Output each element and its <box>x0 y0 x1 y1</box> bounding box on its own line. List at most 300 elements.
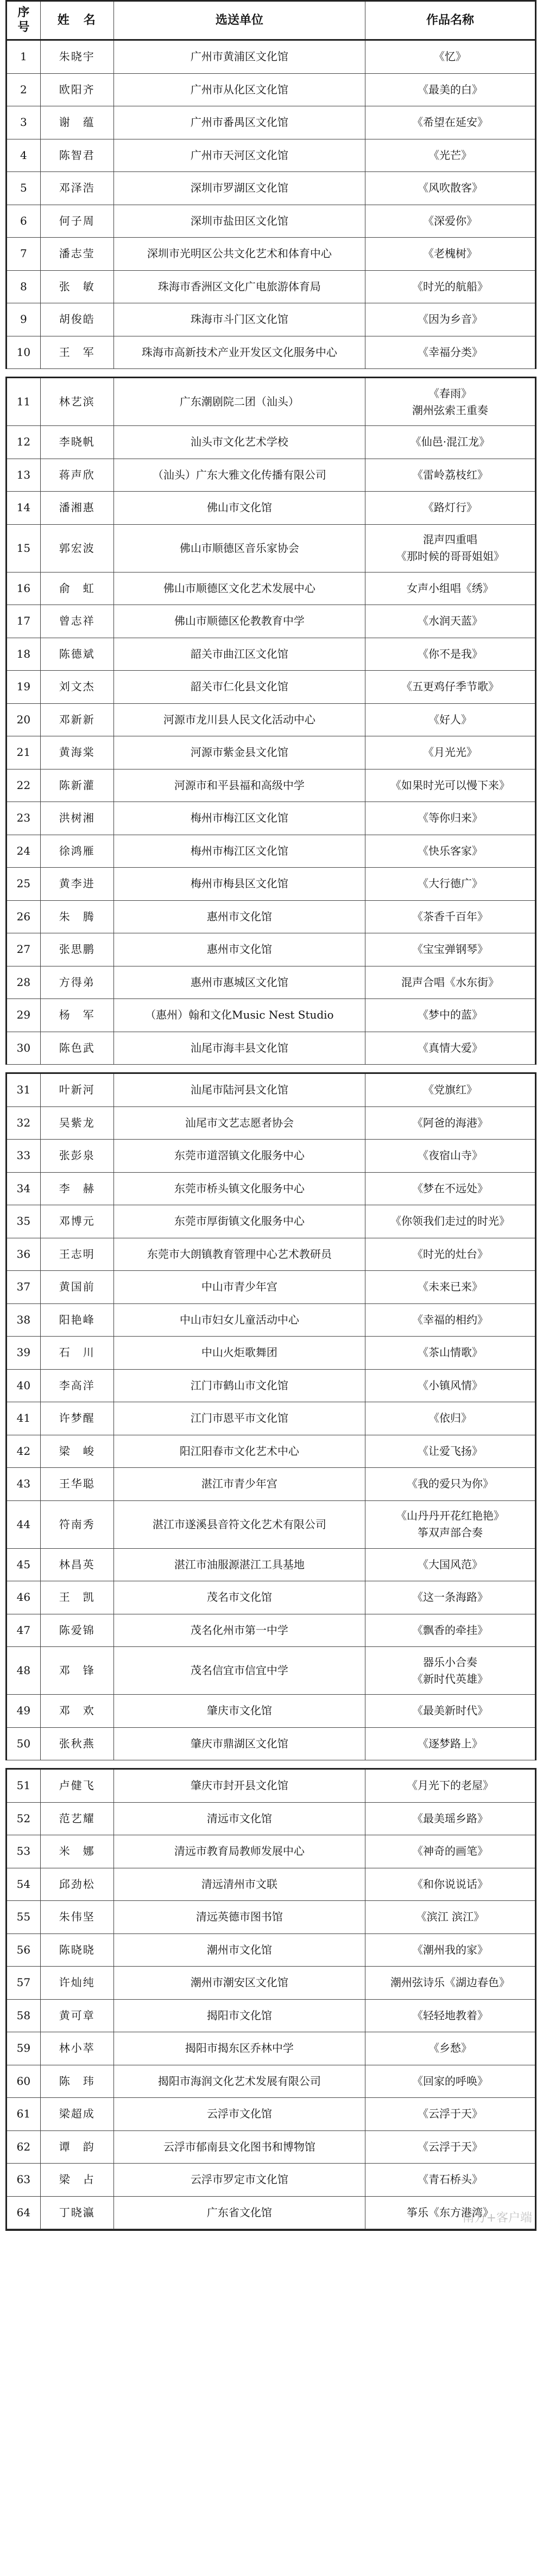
row-name: 叶新河 <box>41 1074 114 1106</box>
row-work <box>365 139 535 172</box>
row-name: 邓新新 <box>41 704 114 736</box>
row-unit: 云浮市文化馆 <box>114 2098 365 2130</box>
row-name: 范艺耀 <box>41 1803 114 1835</box>
row-unit: 珠海市斗门区文化馆 <box>114 303 365 336</box>
row-number: 25 <box>7 868 41 900</box>
row-unit: 深圳市罗湖区文化馆 <box>114 172 365 205</box>
row-work <box>365 769 535 802</box>
row-work-line: 《你领我们走过的时光》 <box>390 1214 510 1228</box>
row-work <box>365 638 535 671</box>
row-work <box>365 1934 535 1967</box>
row-name: 王 军 <box>41 336 114 369</box>
row-number: 51 <box>7 1770 41 1802</box>
table-row <box>7 1549 535 1582</box>
row-work-line: 《茶山情歌》 <box>417 1346 483 1359</box>
row-number: 62 <box>7 2131 41 2164</box>
row-unit: 肇庆市文化馆 <box>114 1695 365 1727</box>
row-unit: 河源市龙川县人民文化活动中心 <box>114 704 365 736</box>
row-name: 曾志祥 <box>41 605 114 638</box>
row-number: 4 <box>7 139 41 172</box>
row-number: 9 <box>7 303 41 336</box>
row-work <box>365 605 535 638</box>
row-number: 28 <box>7 966 41 999</box>
row-name: 邓泽浩 <box>41 172 114 205</box>
row-number: 56 <box>7 1934 41 1967</box>
row-work <box>365 2032 535 2065</box>
table-row <box>7 573 535 606</box>
table-row <box>7 378 535 426</box>
row-work <box>365 1238 535 1271</box>
row-number: 22 <box>7 769 41 802</box>
table-row <box>7 933 535 966</box>
row-unit: 深圳市盐田区文化馆 <box>114 205 365 238</box>
row-unit: 中山火炬歌舞团 <box>114 1337 365 1369</box>
row-name: 许梦醒 <box>41 1402 114 1435</box>
row-work <box>365 1868 535 1901</box>
row-work-line: 《大国风范》 <box>417 1557 483 1571</box>
row-number: 33 <box>7 1140 41 1172</box>
row-number: 13 <box>7 459 41 492</box>
row-name: 陈色武 <box>41 1032 114 1065</box>
row-unit: 广州市天河区文化馆 <box>114 139 365 172</box>
row-work <box>365 933 535 966</box>
row-number: 16 <box>7 573 41 605</box>
row-name: 符南秀 <box>41 1501 114 1548</box>
row-work-line: 《最美新时代》 <box>412 1704 488 1718</box>
table-row <box>7 671 535 704</box>
row-name: 张 敏 <box>41 271 114 303</box>
row-work-line: 《依归》 <box>428 1411 472 1425</box>
row-name: 方得弟 <box>41 966 114 999</box>
row-work-line: 《小镇风情》 <box>417 1378 483 1392</box>
row-work-line: 《梦中的蓝》 <box>417 1008 483 1022</box>
row-number: 48 <box>7 1647 41 1694</box>
row-name: 何子周 <box>41 205 114 238</box>
table-row <box>7 1271 535 1304</box>
row-number: 27 <box>7 933 41 966</box>
row-number: 58 <box>7 2000 41 2032</box>
row-number: 30 <box>7 1032 41 1065</box>
table-row <box>7 1934 535 1967</box>
row-work <box>365 999 535 1032</box>
table-row <box>7 638 535 671</box>
row-work <box>365 492 535 524</box>
row-work-line: 《最美的白》 <box>417 82 483 96</box>
row-work <box>365 378 535 425</box>
row-name: 黄国前 <box>41 1271 114 1303</box>
row-work <box>365 1581 535 1614</box>
row-work <box>365 2164 535 2196</box>
table-row <box>7 139 535 173</box>
table-row <box>7 1868 535 1901</box>
row-work-line: 《党旗红》 <box>422 1083 477 1097</box>
header-name: 姓 名 <box>41 2 114 39</box>
row-work <box>365 802 535 835</box>
row-name: 黄可章 <box>41 2000 114 2032</box>
row-work <box>365 2000 535 2032</box>
row-name: 刘文杰 <box>41 671 114 703</box>
row-work-line: 《路灯行》 <box>422 501 477 514</box>
row-unit: 汕头市文化艺术学校 <box>114 426 365 459</box>
table-row <box>7 1032 535 1065</box>
row-name: 邱劲松 <box>41 1868 114 1901</box>
row-work <box>365 172 535 205</box>
row-unit: 云浮市郁南县文化图书和博物馆 <box>114 2131 365 2164</box>
row-name: 米 娜 <box>41 1835 114 1868</box>
results-table <box>5 0 536 2231</box>
row-unit: （汕头）广东大雅文化传播有限公司 <box>114 459 365 492</box>
row-work-line: 《梦在不远处》 <box>412 1181 488 1195</box>
row-work-line: 《月光下的老屋》 <box>406 1779 494 1792</box>
table-row <box>7 1501 535 1549</box>
row-work-line: 《老槐树》 <box>422 247 477 260</box>
row-number: 19 <box>7 671 41 703</box>
table-row <box>7 2000 535 2033</box>
row-unit: 汕尾市文艺志愿者协会 <box>114 1107 365 1140</box>
table-row <box>7 492 535 525</box>
row-work-line: 《幸福的相约》 <box>412 1313 488 1326</box>
table-row <box>7 1205 535 1238</box>
row-unit: 茂名市文化馆 <box>114 1581 365 1614</box>
row-name: 杨 军 <box>41 999 114 1032</box>
row-unit: 湛江市青少年宫 <box>114 1468 365 1500</box>
row-unit: 中山市青少年宫 <box>114 1271 365 1303</box>
row-work-line: 《大行德广》 <box>417 877 483 891</box>
row-number: 61 <box>7 2098 41 2130</box>
row-work-line: 《让爱飞扬》 <box>417 1444 483 1458</box>
row-unit: 佛山市文化馆 <box>114 492 365 524</box>
row-name: 梁超成 <box>41 2098 114 2130</box>
row-number: 50 <box>7 1728 41 1760</box>
row-unit: 汕尾市陆河县文化馆 <box>114 1074 365 1106</box>
row-work-line: 《光芒》 <box>428 148 472 162</box>
header-work: 作品名称 <box>426 13 474 27</box>
row-number: 18 <box>7 638 41 671</box>
row-name: 陈智君 <box>41 139 114 172</box>
row-work-line: 《宝宝弹钢琴》 <box>412 943 488 956</box>
row-work-line: 《我的爱只为你》 <box>406 1477 494 1491</box>
row-work-line: 《深爱你》 <box>422 214 477 227</box>
header-number-line2: 号 <box>17 20 30 34</box>
table-header-row <box>7 2 535 41</box>
row-work-line: 《希望在延安》 <box>412 116 488 129</box>
row-work-line: 《好人》 <box>428 713 472 726</box>
row-work-line: 《山丹丹开花红艳艳》 <box>395 1509 504 1522</box>
row-number: 26 <box>7 901 41 933</box>
table-row <box>7 802 535 835</box>
row-unit: 肇庆市鼎湖区文化馆 <box>114 1728 365 1760</box>
row-work-line: 《你不是我》 <box>417 647 483 660</box>
row-work-line: 潮州弦诗乐《湖边春色》 <box>390 1976 510 1989</box>
row-work-line: 《这一条海路》 <box>412 1591 488 1604</box>
row-work <box>365 336 535 369</box>
row-work-line: 混声四重唱 <box>422 533 477 546</box>
results-table-page <box>5 0 536 2231</box>
row-work-line: 《云浮于天》 <box>417 2140 483 2153</box>
row-name: 林小萃 <box>41 2032 114 2065</box>
row-number: 53 <box>7 1835 41 1868</box>
table-row <box>7 525 535 573</box>
row-name: 王志明 <box>41 1238 114 1271</box>
row-number: 37 <box>7 1271 41 1303</box>
table-row <box>7 1370 535 1403</box>
row-unit: 珠海市高新技术产业开发区文化服务中心 <box>114 336 365 369</box>
row-unit: 揭阳市文化馆 <box>114 2000 365 2032</box>
row-work-line: 《忆》 <box>433 50 466 63</box>
row-work-line: 《真情大爱》 <box>417 1041 483 1054</box>
row-unit: 江门市恩平市文化馆 <box>114 1402 365 1435</box>
row-work-line: 筝双声部合奏 <box>417 1526 483 1539</box>
row-number: 49 <box>7 1695 41 1727</box>
row-work <box>365 573 535 605</box>
table-row <box>7 1140 535 1173</box>
table-row <box>7 835 535 868</box>
row-name: 欧阳齐 <box>41 74 114 106</box>
row-unit: 清远市教育局教师发展中心 <box>114 1835 365 1868</box>
row-work <box>365 1468 535 1500</box>
row-number: 59 <box>7 2032 41 2065</box>
row-work <box>365 868 535 900</box>
table-row <box>7 106 535 139</box>
table-row <box>7 238 535 271</box>
table-row <box>7 41 535 74</box>
row-number: 12 <box>7 426 41 459</box>
row-unit: 韶关市曲江区文化馆 <box>114 638 365 671</box>
row-work <box>365 1032 535 1065</box>
row-name: 陈晓晓 <box>41 1934 114 1967</box>
row-work <box>365 1501 535 1548</box>
row-work <box>365 106 535 139</box>
table-row <box>7 1304 535 1337</box>
table-row <box>7 1967 535 2000</box>
row-unit: 河源市紫金县文化馆 <box>114 736 365 769</box>
table-row <box>7 769 535 803</box>
row-unit: 梅州市梅江区文化馆 <box>114 835 365 868</box>
table-row <box>7 426 535 459</box>
row-unit: 梅州市梅县区文化馆 <box>114 868 365 900</box>
row-name: 黄海棠 <box>41 736 114 769</box>
row-name: 张思鹏 <box>41 933 114 966</box>
row-work <box>365 459 535 492</box>
row-work <box>365 1803 535 1835</box>
row-work <box>365 966 535 999</box>
row-name: 邓博元 <box>41 1205 114 1238</box>
row-unit: 阳江阳春市文化艺术中心 <box>114 1435 365 1468</box>
row-number: 35 <box>7 1205 41 1238</box>
row-number: 54 <box>7 1868 41 1901</box>
row-unit: 河源市和平县福和高级中学 <box>114 769 365 802</box>
row-name: 谭 韵 <box>41 2131 114 2164</box>
row-number: 31 <box>7 1074 41 1106</box>
row-number: 47 <box>7 1614 41 1647</box>
row-work <box>365 1074 535 1106</box>
header-number <box>7 2 41 39</box>
row-name: 胡俊皓 <box>41 303 114 336</box>
row-work <box>365 1140 535 1172</box>
row-work <box>365 671 535 703</box>
row-number: 38 <box>7 1304 41 1337</box>
row-work <box>365 1205 535 1238</box>
row-number: 60 <box>7 2065 41 2098</box>
row-unit: 江门市鹤山市文化馆 <box>114 1370 365 1402</box>
row-name: 潘湘惠 <box>41 492 114 524</box>
row-work <box>365 1901 535 1933</box>
row-name: 丁晓瀛 <box>41 2197 114 2229</box>
row-unit: 广东省文化馆 <box>114 2197 365 2229</box>
row-number: 45 <box>7 1549 41 1581</box>
row-unit: 湛江市遂溪县音符文化艺术有限公司 <box>114 1501 365 1548</box>
row-work <box>365 736 535 769</box>
table-row <box>7 1614 535 1648</box>
row-name: 王 凯 <box>41 1581 114 1614</box>
row-name: 李高洋 <box>41 1370 114 1402</box>
row-unit: 广州市从化区文化馆 <box>114 74 365 106</box>
row-work <box>365 1695 535 1727</box>
row-work-line: 《雷岭荔枝红》 <box>412 468 488 481</box>
row-name: 王华聪 <box>41 1468 114 1500</box>
table-row <box>7 966 535 1000</box>
row-name: 许灿纯 <box>41 1967 114 1999</box>
row-work-line: 《如果时光可以慢下来》 <box>390 778 510 792</box>
row-number: 39 <box>7 1337 41 1369</box>
row-work-line: 《飘香的牵挂》 <box>412 1623 488 1637</box>
row-number: 63 <box>7 2164 41 2196</box>
row-name: 朱 腾 <box>41 901 114 933</box>
row-work-line: 器乐小合奏 <box>422 1655 477 1669</box>
row-work-line: 《五更鸡仔季节歌》 <box>401 680 499 694</box>
row-work-line: 《和你说说话》 <box>412 1877 488 1891</box>
row-unit: 佛山市顺德区文化艺术发展中心 <box>114 573 365 605</box>
row-work <box>365 271 535 303</box>
row-work-line: 《因为乡音》 <box>417 313 483 326</box>
row-work-line: 《云浮于天》 <box>417 2107 483 2121</box>
row-number: 52 <box>7 1803 41 1835</box>
row-unit: 惠州市文化馆 <box>114 933 365 966</box>
row-number: 3 <box>7 106 41 139</box>
row-work <box>365 74 535 106</box>
table-row <box>7 74 535 107</box>
row-work <box>365 426 535 459</box>
row-work-line: 《未来已来》 <box>417 1280 483 1294</box>
row-work-line: 《逐梦路上》 <box>417 1737 483 1750</box>
table-row <box>7 336 535 370</box>
row-number: 24 <box>7 835 41 868</box>
row-unit: 潮州市潮安区文化馆 <box>114 1967 365 1999</box>
row-number: 42 <box>7 1435 41 1468</box>
row-work-line: 《月光光》 <box>422 746 477 759</box>
row-number: 43 <box>7 1468 41 1500</box>
table-row <box>7 2098 535 2131</box>
row-name: 黄李进 <box>41 868 114 900</box>
row-name: 石 川 <box>41 1337 114 1369</box>
row-work <box>365 1835 535 1868</box>
row-work-line: 潮州弦索王重奏 <box>412 403 488 417</box>
header-number-line1: 序 <box>17 6 30 20</box>
table-row <box>7 999 535 1032</box>
row-number: 8 <box>7 271 41 303</box>
row-name: 陈 玮 <box>41 2065 114 2098</box>
table-row <box>7 1435 535 1468</box>
table-row <box>7 2131 535 2164</box>
row-work-line: 《最美瑶乡路》 <box>412 1811 488 1825</box>
table-row <box>7 1468 535 1501</box>
row-work <box>365 1549 535 1581</box>
row-work <box>365 901 535 933</box>
row-number: 20 <box>7 704 41 736</box>
row-work <box>365 238 535 270</box>
row-unit: 潮州市文化馆 <box>114 1934 365 1967</box>
table-row <box>7 1728 535 1761</box>
row-number: 32 <box>7 1107 41 1140</box>
row-work <box>365 303 535 336</box>
row-work <box>365 1435 535 1468</box>
row-work-line: 《茶香千百年》 <box>412 909 488 923</box>
row-work-line: 《阿爸的海港》 <box>412 1116 488 1129</box>
row-number: 41 <box>7 1402 41 1435</box>
row-work-line: 《时光的航船》 <box>412 279 488 293</box>
table-row <box>7 2197 535 2230</box>
table-row <box>7 172 535 205</box>
row-number: 14 <box>7 492 41 524</box>
row-unit: 珠海市香洲区文化广电旅游体育局 <box>114 271 365 303</box>
table-row <box>7 1901 535 1934</box>
row-name: 陈德斌 <box>41 638 114 671</box>
row-name: 邓 欢 <box>41 1695 114 1727</box>
table-row <box>7 868 535 901</box>
row-name: 蒋声欣 <box>41 459 114 492</box>
row-name: 吴紫龙 <box>41 1107 114 1140</box>
row-unit: 深圳市光明区公共文化艺术和体育中心 <box>114 238 365 270</box>
row-work-line: 混声合唱《水东街》 <box>401 975 499 989</box>
table-row <box>7 605 535 638</box>
row-name: 陈新灌 <box>41 769 114 802</box>
row-work-line: 女声小组唱《绣》 <box>406 581 494 595</box>
row-work <box>365 1402 535 1435</box>
row-unit: 茂名化州市第一中学 <box>114 1614 365 1647</box>
row-work <box>365 1304 535 1337</box>
row-work <box>365 704 535 736</box>
row-unit: 清远英德市图书馆 <box>114 1901 365 1933</box>
row-work-line: 《等你归来》 <box>417 811 483 825</box>
row-name: 梁 占 <box>41 2164 114 2196</box>
row-number: 21 <box>7 736 41 769</box>
row-name: 林昌英 <box>41 1549 114 1581</box>
row-unit: 云浮市罗定市文化馆 <box>114 2164 365 2196</box>
row-name: 陈爱锦 <box>41 1614 114 1647</box>
row-number: 6 <box>7 205 41 238</box>
row-work <box>365 1173 535 1205</box>
table-row <box>7 205 535 238</box>
row-work <box>365 1337 535 1369</box>
row-work-line: 《潮州我的家》 <box>412 1943 488 1956</box>
row-number: 44 <box>7 1501 41 1548</box>
row-work-line: 《回家的呼唤》 <box>412 2074 488 2088</box>
row-number: 55 <box>7 1901 41 1933</box>
row-number: 29 <box>7 999 41 1032</box>
row-name: 潘志莹 <box>41 238 114 270</box>
table-row <box>7 459 535 492</box>
row-work <box>365 1728 535 1760</box>
row-work <box>365 835 535 868</box>
row-number: 2 <box>7 74 41 106</box>
row-unit: 清远清州市文联 <box>114 1868 365 1901</box>
row-work-line: 筝乐《东方港湾》 <box>406 2205 494 2219</box>
row-work <box>365 1271 535 1303</box>
row-work-line: 《青石桥头》 <box>417 2173 483 2186</box>
row-name: 梁 峻 <box>41 1435 114 1468</box>
row-work-line: 《夜宿山寺》 <box>417 1149 483 1162</box>
row-unit: 佛山市顺德区音乐家协会 <box>114 525 365 572</box>
